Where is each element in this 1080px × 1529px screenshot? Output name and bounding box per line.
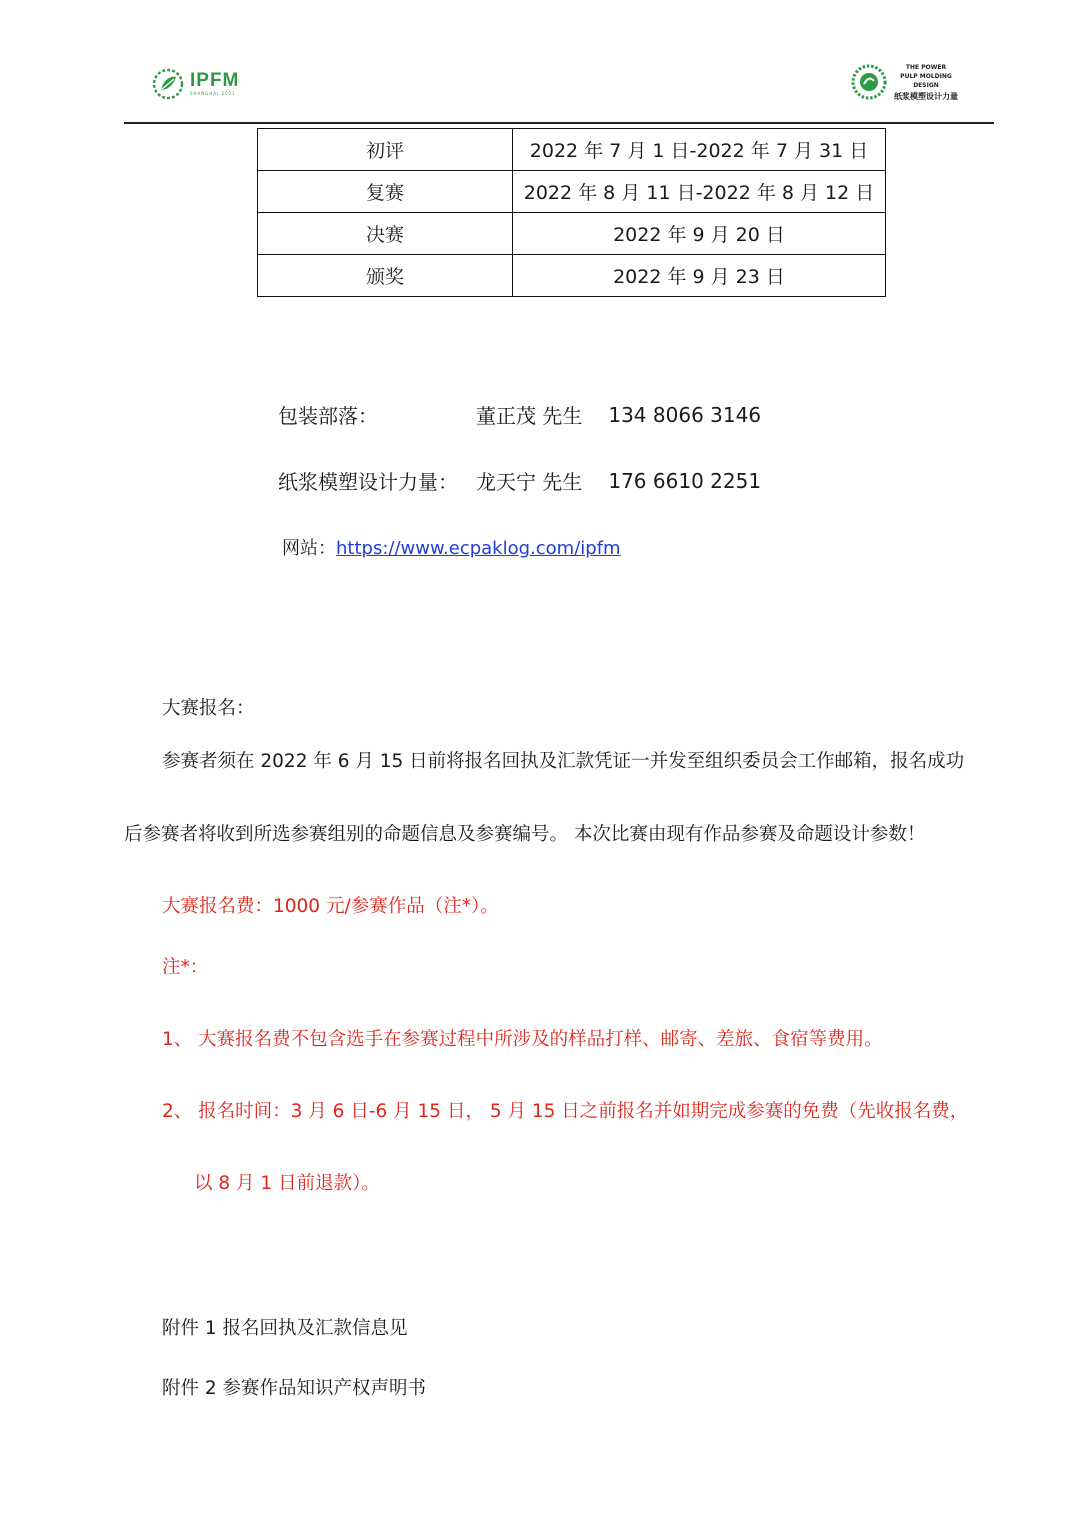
contact-row (278, 466, 761, 495)
contact-name: 龙天宁 先生 (476, 470, 583, 494)
table-row (258, 129, 886, 171)
stage-cell: 颁奖 (258, 255, 513, 297)
pulp-molding-emblem-icon (850, 63, 888, 101)
date-cell: 2022 年 9 月 23 日 (513, 255, 886, 297)
registration-paragraph-line-1: 参赛者须在 2022 年 6 月 15 日前将报名回执及汇款凭证一并发至组织委员会工作邮箱，报名成功 (162, 751, 965, 772)
contact-phone: 134 8066 3146 (608, 402, 762, 427)
note-label: 注*： (162, 957, 209, 978)
attachment-item: 附件 1 报名回执及汇款信息见 (162, 1318, 408, 1339)
contact-row (278, 400, 761, 429)
logo-line-3: DESIGN (913, 82, 939, 89)
ipfm-leaf-icon (152, 68, 184, 100)
note-item-2-line-1: 2、 报名时间：3 月 6 日-6 月 15 日， 5 月 15 日之前报名并如期完成参赛的免费（先收报名费， (162, 1101, 969, 1122)
stage-cell: 初评 (258, 129, 513, 171)
table-row (258, 171, 886, 213)
website-line (282, 534, 621, 560)
registration-heading: 大赛报名： (162, 698, 255, 719)
schedule-table (257, 128, 886, 297)
contact-org: 纸浆模塑设计力量： (278, 470, 458, 494)
ipfm-logo-subtext: SHANGHAI 2021 (190, 91, 236, 96)
pulp-molding-design-logo (850, 63, 958, 101)
registration-fee: 大赛报名费：1000 元/参赛作品（注*）。 (162, 896, 499, 917)
stage-cell: 复赛 (258, 171, 513, 213)
contact-phone: 176 6610 2251 (608, 468, 762, 493)
ipfm-logo-text: IPFM (190, 70, 240, 91)
registration-paragraph-line-2: 后参赛者将收到所选参赛组别的命题信息及参赛编号。 本次比赛由现有作品参赛及命题设计参数！ (124, 824, 926, 845)
note-item-2-line-2: 以 8 月 1 日前退款）。 (194, 1173, 380, 1194)
attachment-item: 附件 2 参赛作品知识产权声明书 (162, 1378, 427, 1399)
table-row (258, 213, 886, 255)
logo-line-2: PULP MOLDING (900, 73, 952, 80)
website-label: 网站： (282, 538, 336, 559)
stage-cell: 决赛 (258, 213, 513, 255)
contact-org: 包装部落： (278, 404, 378, 428)
ipfm-logo (152, 68, 239, 100)
website-link[interactable]: https://www.ecpaklog.com/ipfm (336, 538, 621, 559)
date-cell: 2022 年 9 月 20 日 (513, 213, 886, 255)
note-item-1: 1、 大赛报名费不包含选手在参赛过程中所涉及的样品打样、邮寄、差旅、食宿等费用。 (162, 1029, 883, 1050)
contact-name: 董正茂 先生 (476, 404, 583, 428)
logo-line-1: THE POWER (905, 64, 947, 71)
header-divider (124, 122, 994, 124)
date-cell: 2022 年 7 月 1 日-2022 年 7 月 31 日 (513, 129, 886, 171)
logo-chinese-name: 纸浆模塑设计力量 (894, 92, 958, 101)
date-cell: 2022 年 8 月 11 日-2022 年 8 月 12 日 (513, 171, 886, 213)
table-row (258, 255, 886, 297)
